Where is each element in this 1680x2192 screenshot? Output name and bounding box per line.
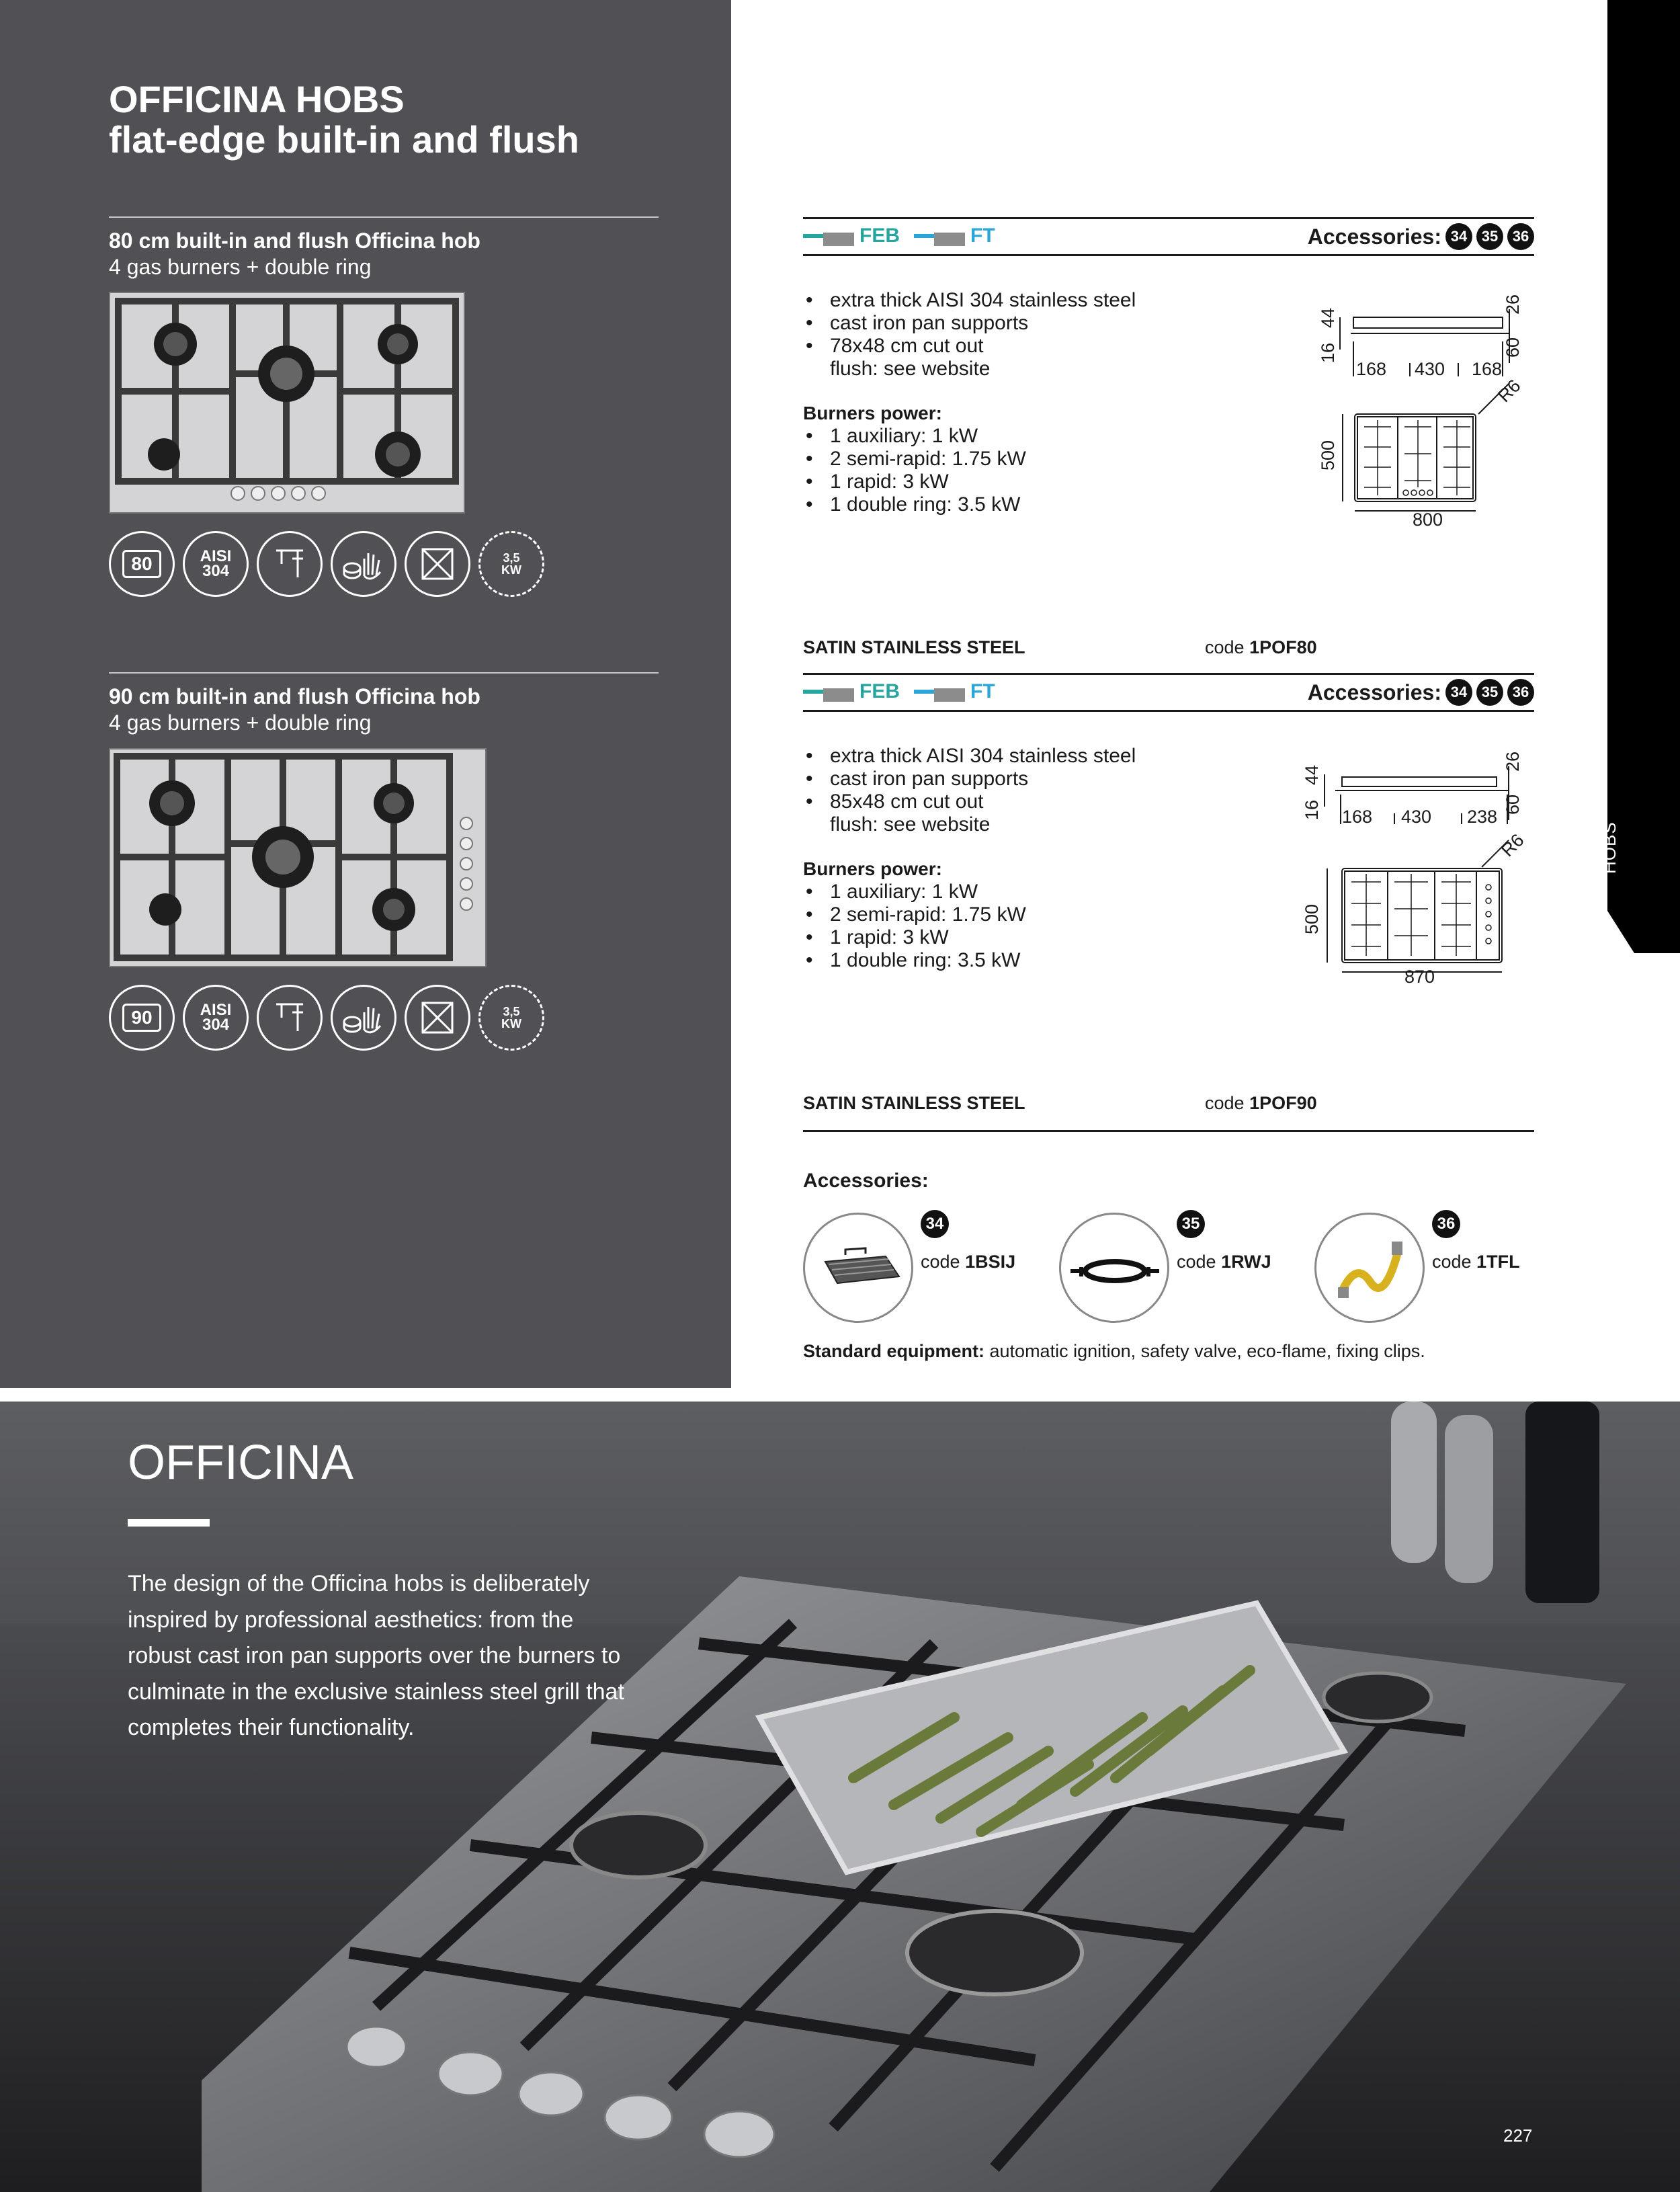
product-code: code 1POF80 xyxy=(1205,637,1317,657)
title-dash xyxy=(128,1519,210,1527)
hand-knob-icon xyxy=(331,985,396,1051)
product-subtitle: 4 gas burners + double ring xyxy=(109,255,372,279)
accessory-number-badge: 34 xyxy=(921,1210,949,1238)
dim-label: 800 xyxy=(1413,510,1443,530)
caliper-icon xyxy=(257,985,323,1051)
product-90-icons xyxy=(109,985,544,1051)
spec-item: • cast iron pan supports xyxy=(803,312,1314,335)
accessory-item[interactable] xyxy=(1314,1210,1563,1324)
accessory-number-badge: 35 xyxy=(1177,1210,1205,1238)
feature-photo-section xyxy=(0,1402,1680,2192)
dim-label: R6 xyxy=(1494,375,1525,407)
ft-install-icon xyxy=(914,226,965,246)
burners-title: Burners power: xyxy=(803,403,942,423)
installation-box-icon xyxy=(405,531,470,597)
dim-label: 500 xyxy=(1302,903,1322,934)
spec-item: • extra thick AISI 304 stainless steel xyxy=(803,289,1314,312)
dim-label: 168 xyxy=(1356,359,1387,379)
accessory-code: code 1BSIJ xyxy=(921,1252,1016,1272)
divider xyxy=(803,1130,1534,1132)
dim-label: 870 xyxy=(1404,967,1435,987)
product-80-photo xyxy=(109,292,465,514)
product-80-icons xyxy=(109,531,544,597)
accessory-item[interactable] xyxy=(803,1210,1052,1324)
accessory-item[interactable] xyxy=(1059,1210,1308,1324)
product-subtitle: 4 gas burners + double ring xyxy=(109,711,372,735)
feb-install-icon xyxy=(803,682,854,702)
dim-label: 238 xyxy=(1467,807,1498,827)
product-80-spec-header xyxy=(803,217,1534,256)
page-number: 227 xyxy=(1503,2125,1533,2146)
width-90-icon: 90 xyxy=(109,985,175,1051)
3-5-kw-icon: 3,5 KW xyxy=(478,985,544,1051)
aisi-304-icon: AISI 304 xyxy=(183,531,249,597)
product-90-photo xyxy=(109,748,487,967)
ft-install-label: FT xyxy=(914,680,995,703)
width-80-icon: 80 xyxy=(109,531,175,597)
product-name: 80 cm built-in and flush Officina hob xyxy=(109,229,480,253)
dim-label: 60 xyxy=(1503,337,1523,358)
product-code: code 1POF90 xyxy=(1205,1093,1317,1113)
hob-lifestyle-photo xyxy=(0,1402,1680,2192)
dim-label: 168 xyxy=(1472,359,1503,379)
accessory-ref-badge[interactable]: 35 xyxy=(1476,223,1503,250)
installation-box-icon xyxy=(405,985,470,1051)
dim-label: 168 xyxy=(1342,807,1373,827)
feb-install-label: FEB xyxy=(803,225,900,247)
standard-equipment-text: automatic ignition, safety valve, eco-flame, fixing clips. xyxy=(984,1341,1425,1361)
spec-item-cont: flush: see website xyxy=(830,813,991,836)
accessories-ref: Accessories: 34 35 36 xyxy=(1308,223,1534,250)
burner-item: • 1 auxiliary: 1 kW xyxy=(803,881,1314,903)
dim-label: 60 xyxy=(1503,794,1523,815)
feature-title: OFFICINA xyxy=(128,1436,353,1490)
spec-item: • extra thick AISI 304 stainless steel xyxy=(803,745,1314,768)
product-80-dimension-drawing xyxy=(1310,282,1539,538)
left-panel xyxy=(0,0,731,1388)
dim-label: R6 xyxy=(1497,829,1528,861)
section-tab xyxy=(1607,0,1680,953)
finish-label: SATIN STAINLESS STEEL xyxy=(803,637,1025,657)
page-title-line2: flat-edge built-in and flush xyxy=(109,118,579,161)
feb-install-label: FEB xyxy=(803,680,900,703)
feature-description: The design of the Officina hobs is deliberately inspired by professional aesthetics: from the robust cast iron pan supports over the burners to culminate in the exclusive stainless steel grill that completes their functionality. xyxy=(128,1571,624,1740)
product-90-spec-header xyxy=(803,673,1534,712)
accessory-code: code 1TFL xyxy=(1432,1252,1520,1272)
standard-equipment-label: Standard equipment: xyxy=(803,1341,985,1361)
product-name: 90 cm built-in and flush Officina hob xyxy=(109,684,480,708)
grill-plate-icon xyxy=(803,1213,913,1323)
dim-label: 26 xyxy=(1503,294,1523,315)
catalog-page: OFFICINA HOBS flat-edge built-in and flush 80 cm built-in and flush Officina hob 4 gas burners + double ring 80 AISI 304 3,5 KW 90 cm built-in and flush Officina hob 4 gas burners + double ring 90 AISI 304 3,5 KW HOBS FEB FT Accessories: 34 35 36 • extra thick AISI 304 stainless steel • cast iron pan supports • 78x48 cm cut out flush: see website Burners power: • 1 auxiliary: 1 kW • 2 semi-rapid: 1.75 kW • 1 rapid: 3 kW • 1 double ring: 3.5 kW 44 16 26 60 168 430 168 R6 500 800 SATIN STAINLESS STEEL code 1POF80 FEB FT Accessories: 34 35 36 • extra thick AISI 304 stainless steel • cast iron pan supports • 85x48 cm cut out flush: see website Burners power: • 1 auxiliary: 1 kW • 2 semi-rapid: 1.75 kW • 1 rapid: 3 kW • 1 double ring: 3.5 kW 44 16 26 60 168 430 238 R6 500 870 SATIN STAINLESS STEEL code 1POF90 Accessories: 34 code 1BSIJ 35 code 1RWJ 36 code 1TFL Standard equipment: automatic ignition, safety valve, eco-flame, fixing clips. OFFICINA The design of the Officina hobs is deliberately inspired by professional aesthetics: from the robust cast iron pan supports over the burners to culminate in the exclusive stainless steel grill that completes their functionality. 227 xyxy=(0,0,1680,2192)
dim-label: 44 xyxy=(1302,764,1322,785)
accessory-ref-badge[interactable]: 34 xyxy=(1445,223,1472,250)
dim-label: 500 xyxy=(1318,440,1338,471)
product-90-header xyxy=(109,672,659,735)
burner-item: • 2 semi-rapid: 1.75 kW xyxy=(803,903,1314,926)
aisi-304-icon: AISI 304 xyxy=(183,985,249,1051)
burners-title: Burners power: xyxy=(803,858,942,879)
divider xyxy=(109,216,659,218)
burner-item: • 1 rapid: 3 kW xyxy=(803,926,1314,949)
accessory-ref-badge[interactable]: 36 xyxy=(1507,679,1534,706)
3-5-kw-icon: 3,5 KW xyxy=(478,531,544,597)
accessory-ref-badge[interactable]: 36 xyxy=(1507,223,1534,250)
spec-item-cont: flush: see website xyxy=(830,358,991,380)
spec-item: • 85x48 cm cut out xyxy=(803,790,1314,813)
dim-label: 430 xyxy=(1415,359,1445,379)
dim-label: 16 xyxy=(1318,342,1338,363)
product-90-specs xyxy=(803,745,1314,972)
accessories-title: Accessories: xyxy=(803,1170,929,1192)
burner-item: • 1 rapid: 3 kW xyxy=(803,471,1314,493)
feb-install-icon xyxy=(803,226,854,246)
caliper-icon xyxy=(257,531,323,597)
page-title xyxy=(109,79,579,160)
burner-item: • 1 double ring: 3.5 kW xyxy=(803,493,1314,516)
burner-item: • 1 double ring: 3.5 kW xyxy=(803,949,1314,972)
burner-item: • 1 auxiliary: 1 kW xyxy=(803,425,1314,448)
accessory-ref-badge[interactable]: 35 xyxy=(1476,679,1503,706)
ft-install-icon xyxy=(914,682,965,702)
hand-knob-icon xyxy=(331,531,396,597)
accessory-number-badge: 36 xyxy=(1432,1210,1460,1238)
product-90-dimension-drawing xyxy=(1294,739,1539,995)
dim-label: 16 xyxy=(1302,799,1322,820)
burner-item: • 2 semi-rapid: 1.75 kW xyxy=(803,448,1314,471)
finish-label: SATIN STAINLESS STEEL xyxy=(803,1093,1025,1113)
divider xyxy=(109,672,659,674)
dim-label: 430 xyxy=(1401,807,1432,827)
dim-label: 44 xyxy=(1318,307,1338,328)
standard-equipment xyxy=(803,1341,1425,1362)
wok-ring-icon xyxy=(1059,1213,1169,1323)
product-80-header xyxy=(109,216,659,280)
page-title-line1: OFFICINA HOBS xyxy=(109,78,405,120)
accessory-code: code 1RWJ xyxy=(1177,1252,1271,1272)
accessory-ref-badge[interactable]: 34 xyxy=(1445,679,1472,706)
spec-item: • 78x48 cm cut out xyxy=(803,335,1314,358)
product-80-specs xyxy=(803,289,1314,516)
dim-label: 26 xyxy=(1503,751,1523,772)
accessories-ref: Accessories: 34 35 36 xyxy=(1308,679,1534,706)
gas-hose-icon xyxy=(1314,1213,1425,1323)
ft-install-label: FT xyxy=(914,225,995,247)
spec-item: • cast iron pan supports xyxy=(803,768,1314,790)
